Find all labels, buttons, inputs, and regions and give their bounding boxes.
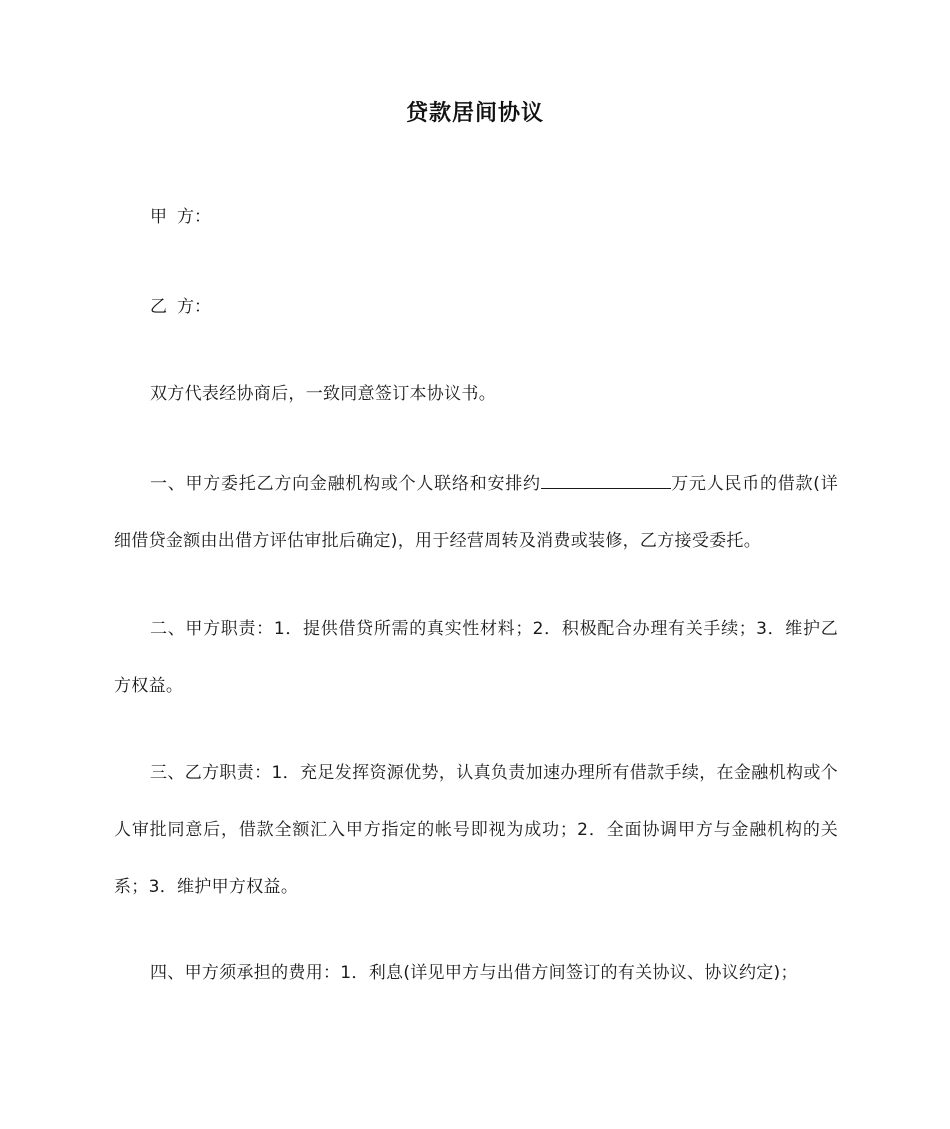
party-b-char1: 乙 bbox=[150, 297, 167, 317]
party-a-line bbox=[150, 205, 211, 229]
party-b-line bbox=[150, 295, 211, 319]
amount-blank-line bbox=[541, 472, 671, 489]
party-a-char2: 方： bbox=[177, 207, 211, 227]
clause-4-paragraph: 四、甲方须承担的费用：1．利息(详见甲方与出借方间签订的有关协议、协议约定)； bbox=[150, 963, 798, 983]
clause-2-paragraph: 二、甲方职责：1．提供借贷所需的真实性材料；2．积极配合办理有关手续；3．维护乙方权益。 bbox=[114, 619, 838, 696]
clause-1-text-start: 一、甲方委托乙方向金融机构或个人联络和安排约 bbox=[150, 474, 541, 494]
document-title: 贷款居间协议 bbox=[405, 101, 544, 126]
party-b-char2: 方： bbox=[177, 297, 211, 317]
clause-1-paragraph bbox=[114, 456, 838, 570]
clause-1-text-end: 万元人民币的借款(详细借贷金额由出借方评估审批后确定)，用于经营周转及消费或装修，乙方接受委托。 bbox=[114, 474, 838, 551]
intro-paragraph: 双方代表经协商后，一致同意签订本协议书。 bbox=[150, 384, 496, 404]
party-a-char1: 甲 bbox=[150, 207, 167, 227]
clause-3-paragraph: 三、乙方职责：1．充足发挥资源优势，认真负责加速办理所有借款手续，在金融机构或个人审批同意后，借款全额汇入甲方指定的帐号即视为成功；2．全面协调甲方与金融机构的关系；3．维护甲方权益。 bbox=[114, 763, 838, 897]
